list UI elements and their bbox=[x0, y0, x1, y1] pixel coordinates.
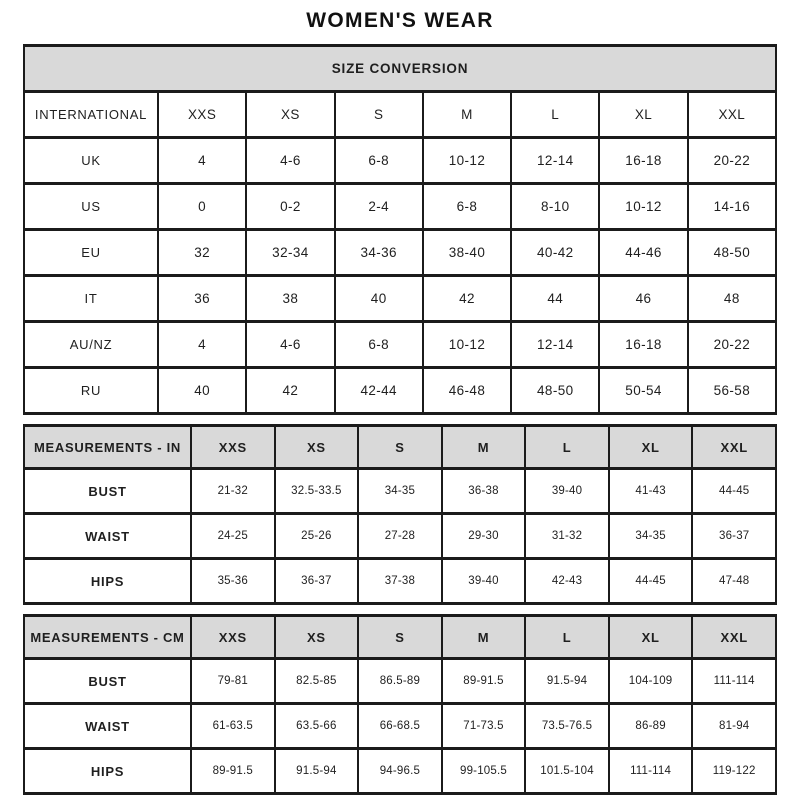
row-label-cell: INTERNATIONAL bbox=[24, 92, 158, 138]
value-cell: 111-114 bbox=[692, 659, 776, 704]
value-cell: 91.5-94 bbox=[525, 659, 609, 704]
row-label-cell: IT bbox=[24, 276, 158, 322]
value-cell: 39-40 bbox=[442, 559, 526, 604]
row-label-cell: WAIST bbox=[24, 704, 191, 749]
value-cell: 48-50 bbox=[511, 368, 599, 414]
value-cell: 41-43 bbox=[609, 469, 693, 514]
row-label-cell: BUST bbox=[24, 659, 191, 704]
row-label-cell: EU bbox=[24, 230, 158, 276]
size-column-header-cell: L bbox=[511, 92, 599, 138]
value-cell: 0-2 bbox=[246, 184, 334, 230]
size-column-header-cell: XXS bbox=[158, 92, 246, 138]
size-column-header-cell: M bbox=[442, 426, 526, 469]
value-cell: 63.5-66 bbox=[275, 704, 359, 749]
value-cell: 40 bbox=[158, 368, 246, 414]
value-cell: 42 bbox=[246, 368, 334, 414]
value-cell: 4 bbox=[158, 322, 246, 368]
value-cell: 86-89 bbox=[609, 704, 693, 749]
size-column-header-cell: XL bbox=[609, 616, 693, 659]
row-label-cell: RU bbox=[24, 368, 158, 414]
row-label-cell: AU/NZ bbox=[24, 322, 158, 368]
value-cell: 99-105.5 bbox=[442, 749, 526, 794]
value-cell: 71-73.5 bbox=[442, 704, 526, 749]
table-row bbox=[24, 514, 776, 559]
value-cell: 36-37 bbox=[275, 559, 359, 604]
value-cell: 48 bbox=[688, 276, 776, 322]
row-label-cell: UK bbox=[24, 138, 158, 184]
value-cell: 12-14 bbox=[511, 138, 599, 184]
size-column-header-cell: M bbox=[442, 616, 526, 659]
size-column-header-cell: XL bbox=[599, 92, 687, 138]
measurements-in-table bbox=[23, 424, 777, 605]
value-cell: 39-40 bbox=[525, 469, 609, 514]
table-row bbox=[24, 368, 776, 414]
row-label-cell: HIPS bbox=[24, 559, 191, 604]
measurements-in-header-row bbox=[24, 426, 776, 469]
row-label-cell: BUST bbox=[24, 469, 191, 514]
value-cell: 34-35 bbox=[358, 469, 442, 514]
table-row bbox=[24, 469, 776, 514]
value-cell: 66-68.5 bbox=[358, 704, 442, 749]
value-cell: 8-10 bbox=[511, 184, 599, 230]
value-cell: 20-22 bbox=[688, 138, 776, 184]
value-cell: 61-63.5 bbox=[191, 704, 275, 749]
value-cell: 35-36 bbox=[191, 559, 275, 604]
value-cell: 6-8 bbox=[423, 184, 511, 230]
value-cell: 32-34 bbox=[246, 230, 334, 276]
table-row bbox=[24, 322, 776, 368]
value-cell: 6-8 bbox=[335, 138, 423, 184]
value-cell: 48-50 bbox=[688, 230, 776, 276]
value-cell: 27-28 bbox=[358, 514, 442, 559]
value-cell: 40-42 bbox=[511, 230, 599, 276]
value-cell: 91.5-94 bbox=[275, 749, 359, 794]
size-conversion-table bbox=[23, 44, 777, 415]
value-cell: 81-94 bbox=[692, 704, 776, 749]
size-column-header-cell: XS bbox=[275, 616, 359, 659]
value-cell: 44-46 bbox=[599, 230, 687, 276]
value-cell: 101.5-104 bbox=[525, 749, 609, 794]
value-cell: 104-109 bbox=[609, 659, 693, 704]
value-cell: 25-26 bbox=[275, 514, 359, 559]
size-column-header-cell: XXL bbox=[688, 92, 776, 138]
size-column-header-cell: L bbox=[525, 616, 609, 659]
table-row bbox=[24, 184, 776, 230]
page-title: WOMEN'S WEAR bbox=[306, 9, 494, 32]
value-cell: 46-48 bbox=[423, 368, 511, 414]
value-cell: 4-6 bbox=[246, 322, 334, 368]
table-row bbox=[24, 659, 776, 704]
table-row bbox=[24, 704, 776, 749]
column-header-row bbox=[24, 92, 776, 138]
value-cell: 4 bbox=[158, 138, 246, 184]
measurements-cm-header: MEASUREMENTS - CM bbox=[24, 616, 191, 659]
table-row bbox=[24, 749, 776, 794]
value-cell: 37-38 bbox=[358, 559, 442, 604]
value-cell: 36-37 bbox=[692, 514, 776, 559]
value-cell: 82.5-85 bbox=[275, 659, 359, 704]
measurements-in-header: MEASUREMENTS - IN bbox=[24, 426, 191, 469]
measurements-cm-table bbox=[23, 614, 777, 795]
value-cell: 32.5-33.5 bbox=[275, 469, 359, 514]
size-conversion-banner: SIZE CONVERSION bbox=[24, 46, 776, 92]
row-label-cell: WAIST bbox=[24, 514, 191, 559]
value-cell: 32 bbox=[158, 230, 246, 276]
value-cell: 12-14 bbox=[511, 322, 599, 368]
size-column-header-cell: S bbox=[335, 92, 423, 138]
measurements-cm-header-row bbox=[24, 616, 776, 659]
table-row bbox=[24, 230, 776, 276]
value-cell: 89-91.5 bbox=[191, 749, 275, 794]
value-cell: 46 bbox=[599, 276, 687, 322]
row-label-cell: HIPS bbox=[24, 749, 191, 794]
value-cell: 21-32 bbox=[191, 469, 275, 514]
value-cell: 36-38 bbox=[442, 469, 526, 514]
value-cell: 34-35 bbox=[609, 514, 693, 559]
value-cell: 38-40 bbox=[423, 230, 511, 276]
value-cell: 34-36 bbox=[335, 230, 423, 276]
value-cell: 89-91.5 bbox=[442, 659, 526, 704]
value-cell: 16-18 bbox=[599, 138, 687, 184]
size-column-header-cell: XXS bbox=[191, 616, 275, 659]
table-row bbox=[24, 559, 776, 604]
value-cell: 10-12 bbox=[423, 322, 511, 368]
value-cell: 42-44 bbox=[335, 368, 423, 414]
value-cell: 6-8 bbox=[335, 322, 423, 368]
table-row bbox=[24, 138, 776, 184]
size-column-header-cell: L bbox=[525, 426, 609, 469]
value-cell: 86.5-89 bbox=[358, 659, 442, 704]
value-cell: 42 bbox=[423, 276, 511, 322]
size-conversion-banner-row bbox=[24, 46, 776, 92]
value-cell: 79-81 bbox=[191, 659, 275, 704]
size-column-header-cell: XXS bbox=[191, 426, 275, 469]
value-cell: 50-54 bbox=[599, 368, 687, 414]
value-cell: 44-45 bbox=[692, 469, 776, 514]
value-cell: 24-25 bbox=[191, 514, 275, 559]
value-cell: 40 bbox=[335, 276, 423, 322]
size-column-header-cell: S bbox=[358, 426, 442, 469]
value-cell: 44 bbox=[511, 276, 599, 322]
size-column-header-cell: S bbox=[358, 616, 442, 659]
value-cell: 36 bbox=[158, 276, 246, 322]
size-column-header-cell: XL bbox=[609, 426, 693, 469]
size-column-header-cell: M bbox=[423, 92, 511, 138]
value-cell: 16-18 bbox=[599, 322, 687, 368]
value-cell: 14-16 bbox=[688, 184, 776, 230]
value-cell: 10-12 bbox=[423, 138, 511, 184]
value-cell: 56-58 bbox=[688, 368, 776, 414]
value-cell: 29-30 bbox=[442, 514, 526, 559]
value-cell: 44-45 bbox=[609, 559, 693, 604]
size-column-header-cell: XXL bbox=[692, 426, 776, 469]
value-cell: 111-114 bbox=[609, 749, 693, 794]
size-column-header-cell: XS bbox=[275, 426, 359, 469]
value-cell: 73.5-76.5 bbox=[525, 704, 609, 749]
value-cell: 119-122 bbox=[692, 749, 776, 794]
value-cell: 31-32 bbox=[525, 514, 609, 559]
row-label-cell: US bbox=[24, 184, 158, 230]
size-column-header-cell: XXL bbox=[692, 616, 776, 659]
value-cell: 94-96.5 bbox=[358, 749, 442, 794]
value-cell: 42-43 bbox=[525, 559, 609, 604]
value-cell: 2-4 bbox=[335, 184, 423, 230]
value-cell: 10-12 bbox=[599, 184, 687, 230]
value-cell: 0 bbox=[158, 184, 246, 230]
table-row bbox=[24, 276, 776, 322]
value-cell: 4-6 bbox=[246, 138, 334, 184]
value-cell: 38 bbox=[246, 276, 334, 322]
value-cell: 47-48 bbox=[692, 559, 776, 604]
value-cell: 20-22 bbox=[688, 322, 776, 368]
size-column-header-cell: XS bbox=[246, 92, 334, 138]
